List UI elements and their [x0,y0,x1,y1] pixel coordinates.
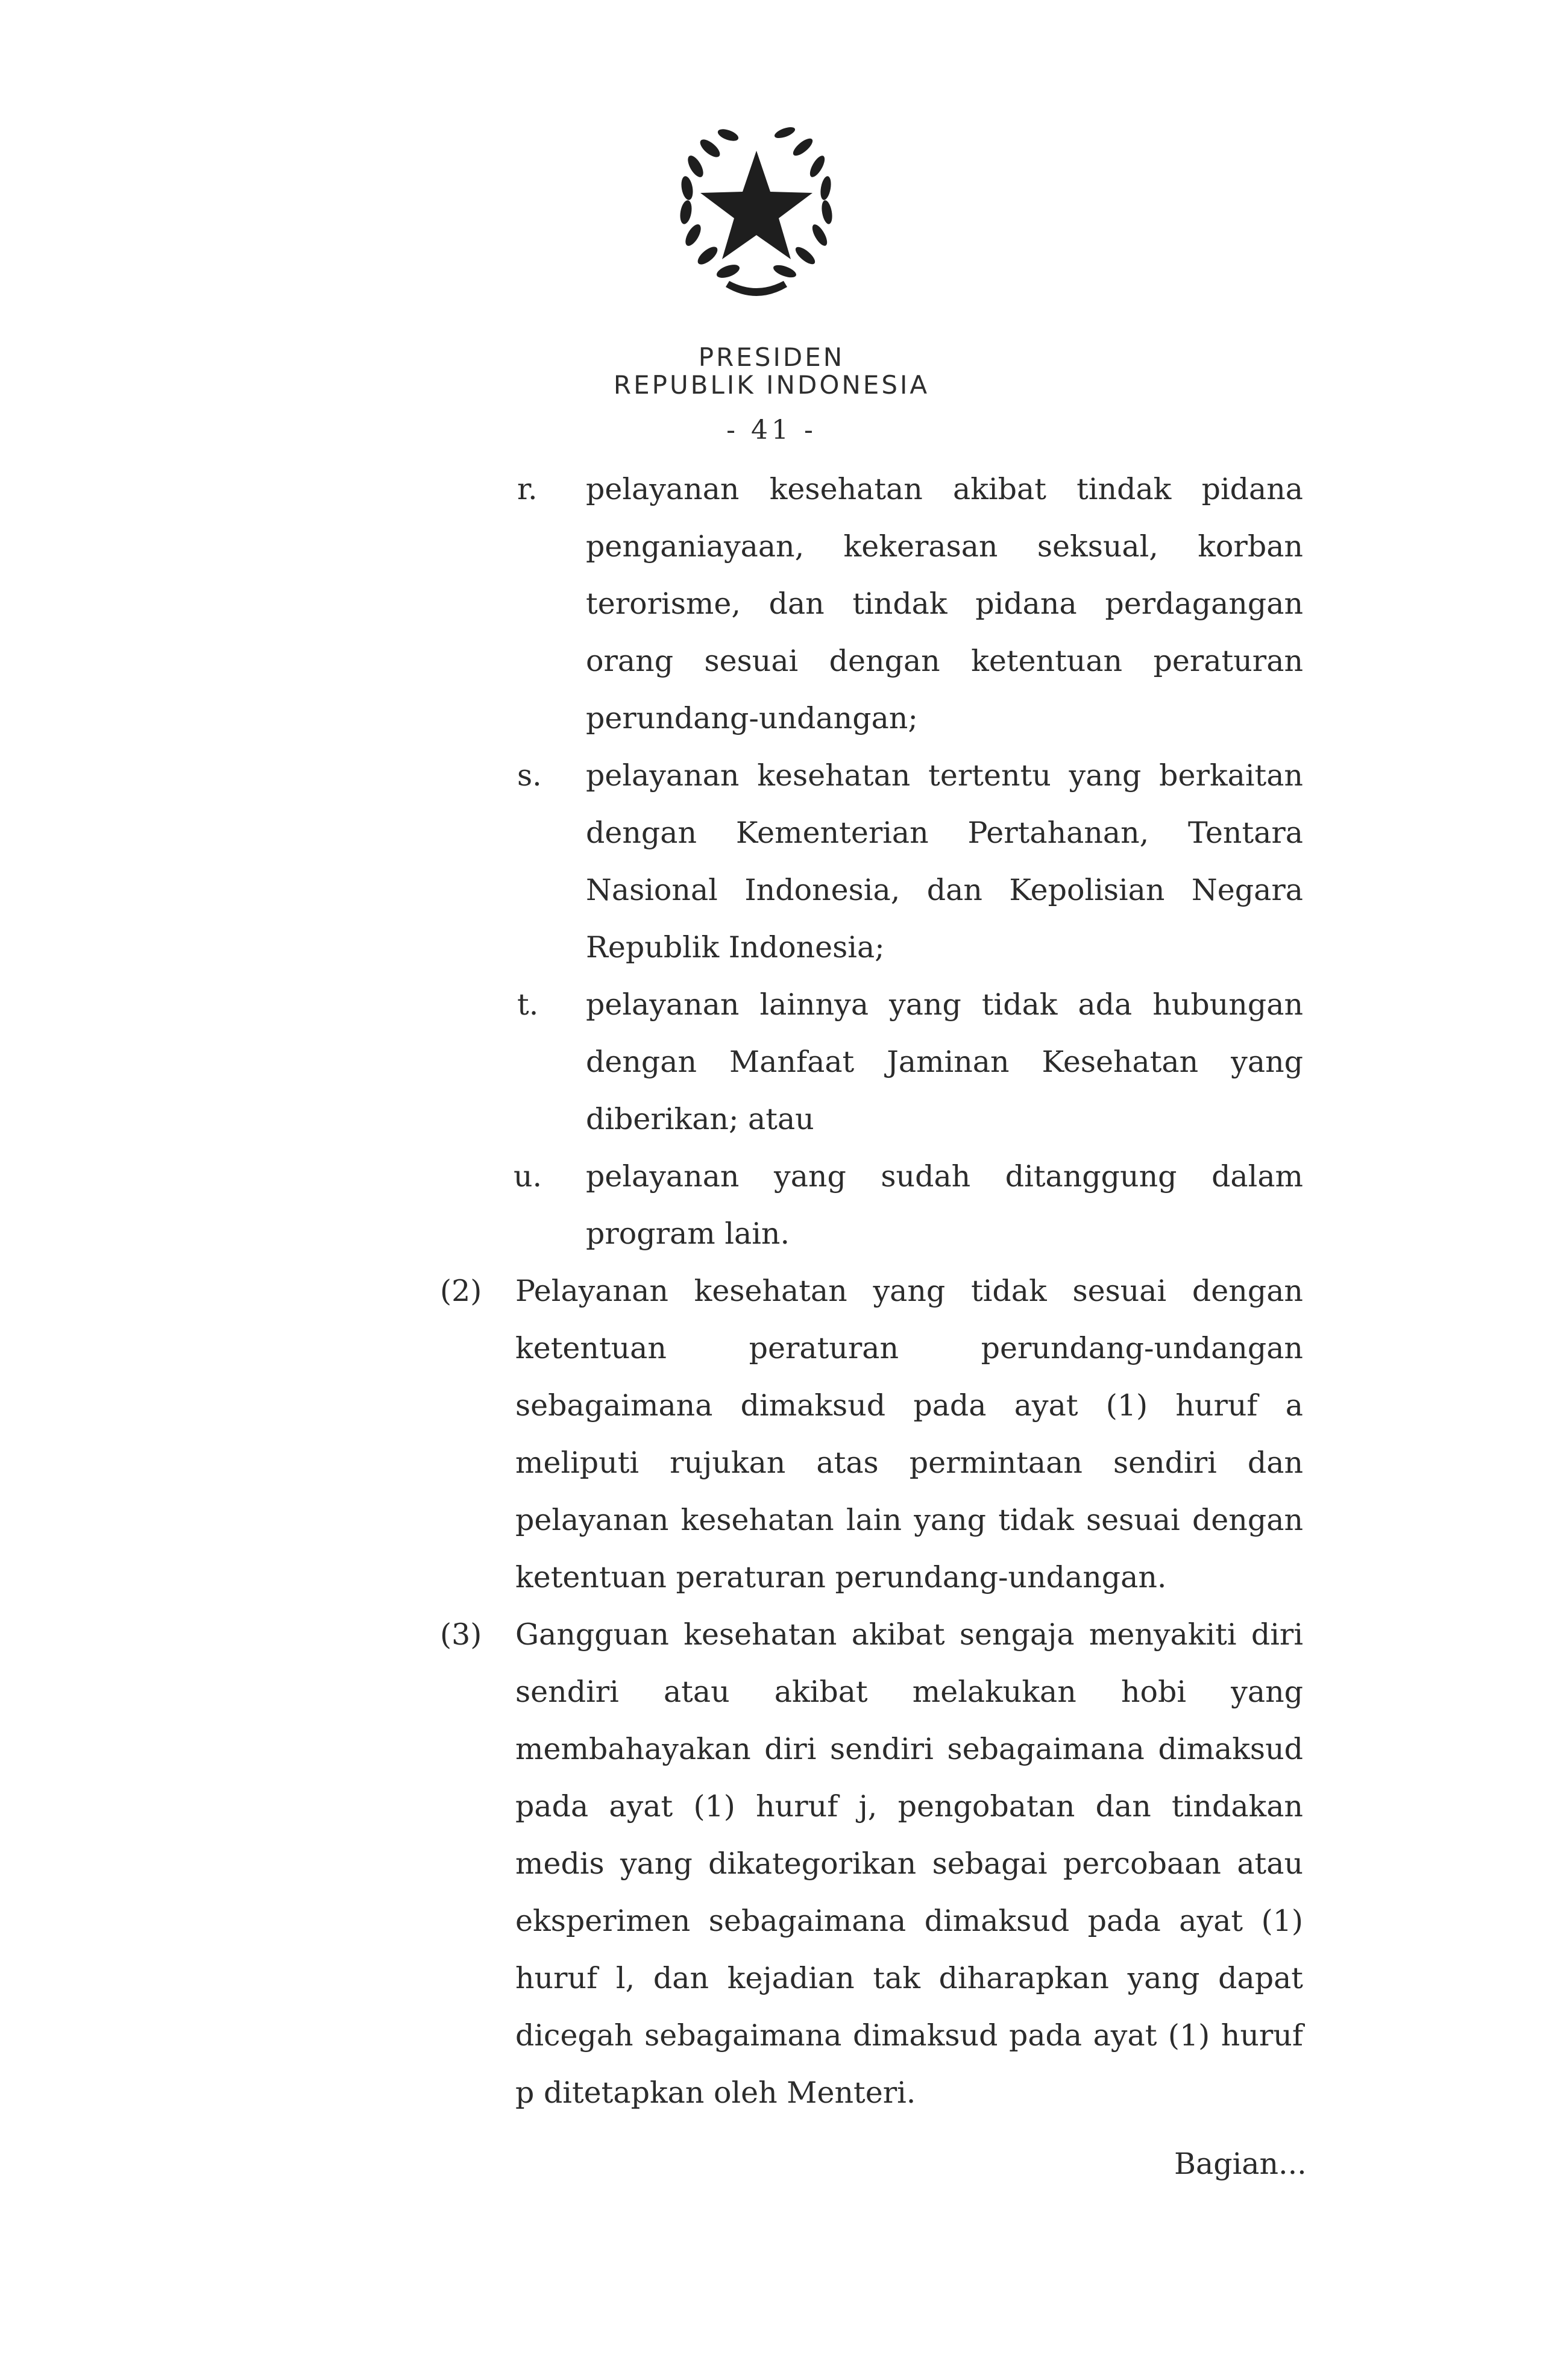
paragraph-2-line: ketentuan peraturan perundang-undangan. [515,1560,1167,1595]
item-u-marker: u. [514,1159,542,1194]
item-u-line: pelayanan yang sudah ditanggung dalam [586,1159,1303,1194]
paragraph-3-line: dicegah sebagaimana dimaksud pada ayat (1) huruf [515,2018,1303,2053]
paragraph-3-line: eksperimen sebagaimana dimaksud pada ayat (1) [515,1904,1303,1938]
paragraph-2-line: pelayanan kesehatan lain yang tidak sesuai dengan [515,1503,1303,1537]
page-number: - 41 - [726,415,817,445]
item-s-line: pelayanan kesehatan tertentu yang berkaitan [586,758,1303,793]
item-r-line: pelayanan kesehatan akibat tindak pidana [586,472,1303,506]
item-s-line: dengan Kementerian Pertahanan, Tentara [586,816,1303,850]
item-t-line: dengan Manfaat Jaminan Kesehatan yang [586,1045,1303,1079]
paragraph-3-line: huruf l, dan kejadian tak diharapkan yang dapat [515,1961,1303,1995]
header-subtitle: REPUBLIK INDONESIA [613,370,930,400]
item-s-line: Nasional Indonesia, dan Kepolisian Negara [586,873,1303,907]
paragraph-3-marker: (3) [440,1617,482,1652]
item-t-line: diberikan; atau [586,1102,814,1136]
paragraph-2-line: sebagaimana dimaksud pada ayat (1) huruf a [515,1388,1303,1423]
item-r-line: penganiayaan, kekerasan seksual, korban [586,529,1303,564]
paragraph-2-line: meliputi rujukan atas permintaan sendiri dan [515,1446,1303,1480]
presidential-emblem-icon [657,109,856,307]
paragraph-3-line: p ditetapkan oleh Menteri. [515,2076,916,2110]
paragraph-2-line: Pelayanan kesehatan yang tidak sesuai dengan [515,1274,1303,1308]
item-r-marker: r. [517,472,538,506]
item-t-line: pelayanan lainnya yang tidak ada hubungan [586,987,1303,1022]
paragraph-2-line: ketentuan peraturan perundang-undangan [515,1331,1303,1365]
item-r-line: perundang-undangan; [586,701,918,735]
header-title: PRESIDEN [698,342,845,372]
item-r-line: orang sesuai dengan ketentuan peraturan [586,644,1303,678]
paragraph-3-line: membahayakan diri sendiri sebagaimana dimaksud [515,1732,1303,1766]
item-t-marker: t. [517,987,539,1022]
item-s-line: Republik Indonesia; [586,930,885,965]
item-r-line: terorisme, dan tindak pidana perdagangan [586,587,1303,621]
paragraph-3-line: pada ayat (1) huruf j, pengobatan dan tindakan [515,1789,1303,1824]
paragraph-3-line: Gangguan kesehatan akibat sengaja menyakiti diri [515,1617,1303,1652]
paragraph-3-line: medis yang dikategorikan sebagai percobaan atau [515,1846,1303,1881]
paragraph-3-line: sendiri atau akibat melakukan hobi yang [515,1675,1303,1709]
continuation-catchword: Bagian... [1174,2147,1307,2181]
item-u-line: program lain. [586,1217,790,1251]
item-s-marker: s. [517,758,542,793]
paragraph-2-marker: (2) [440,1274,482,1308]
